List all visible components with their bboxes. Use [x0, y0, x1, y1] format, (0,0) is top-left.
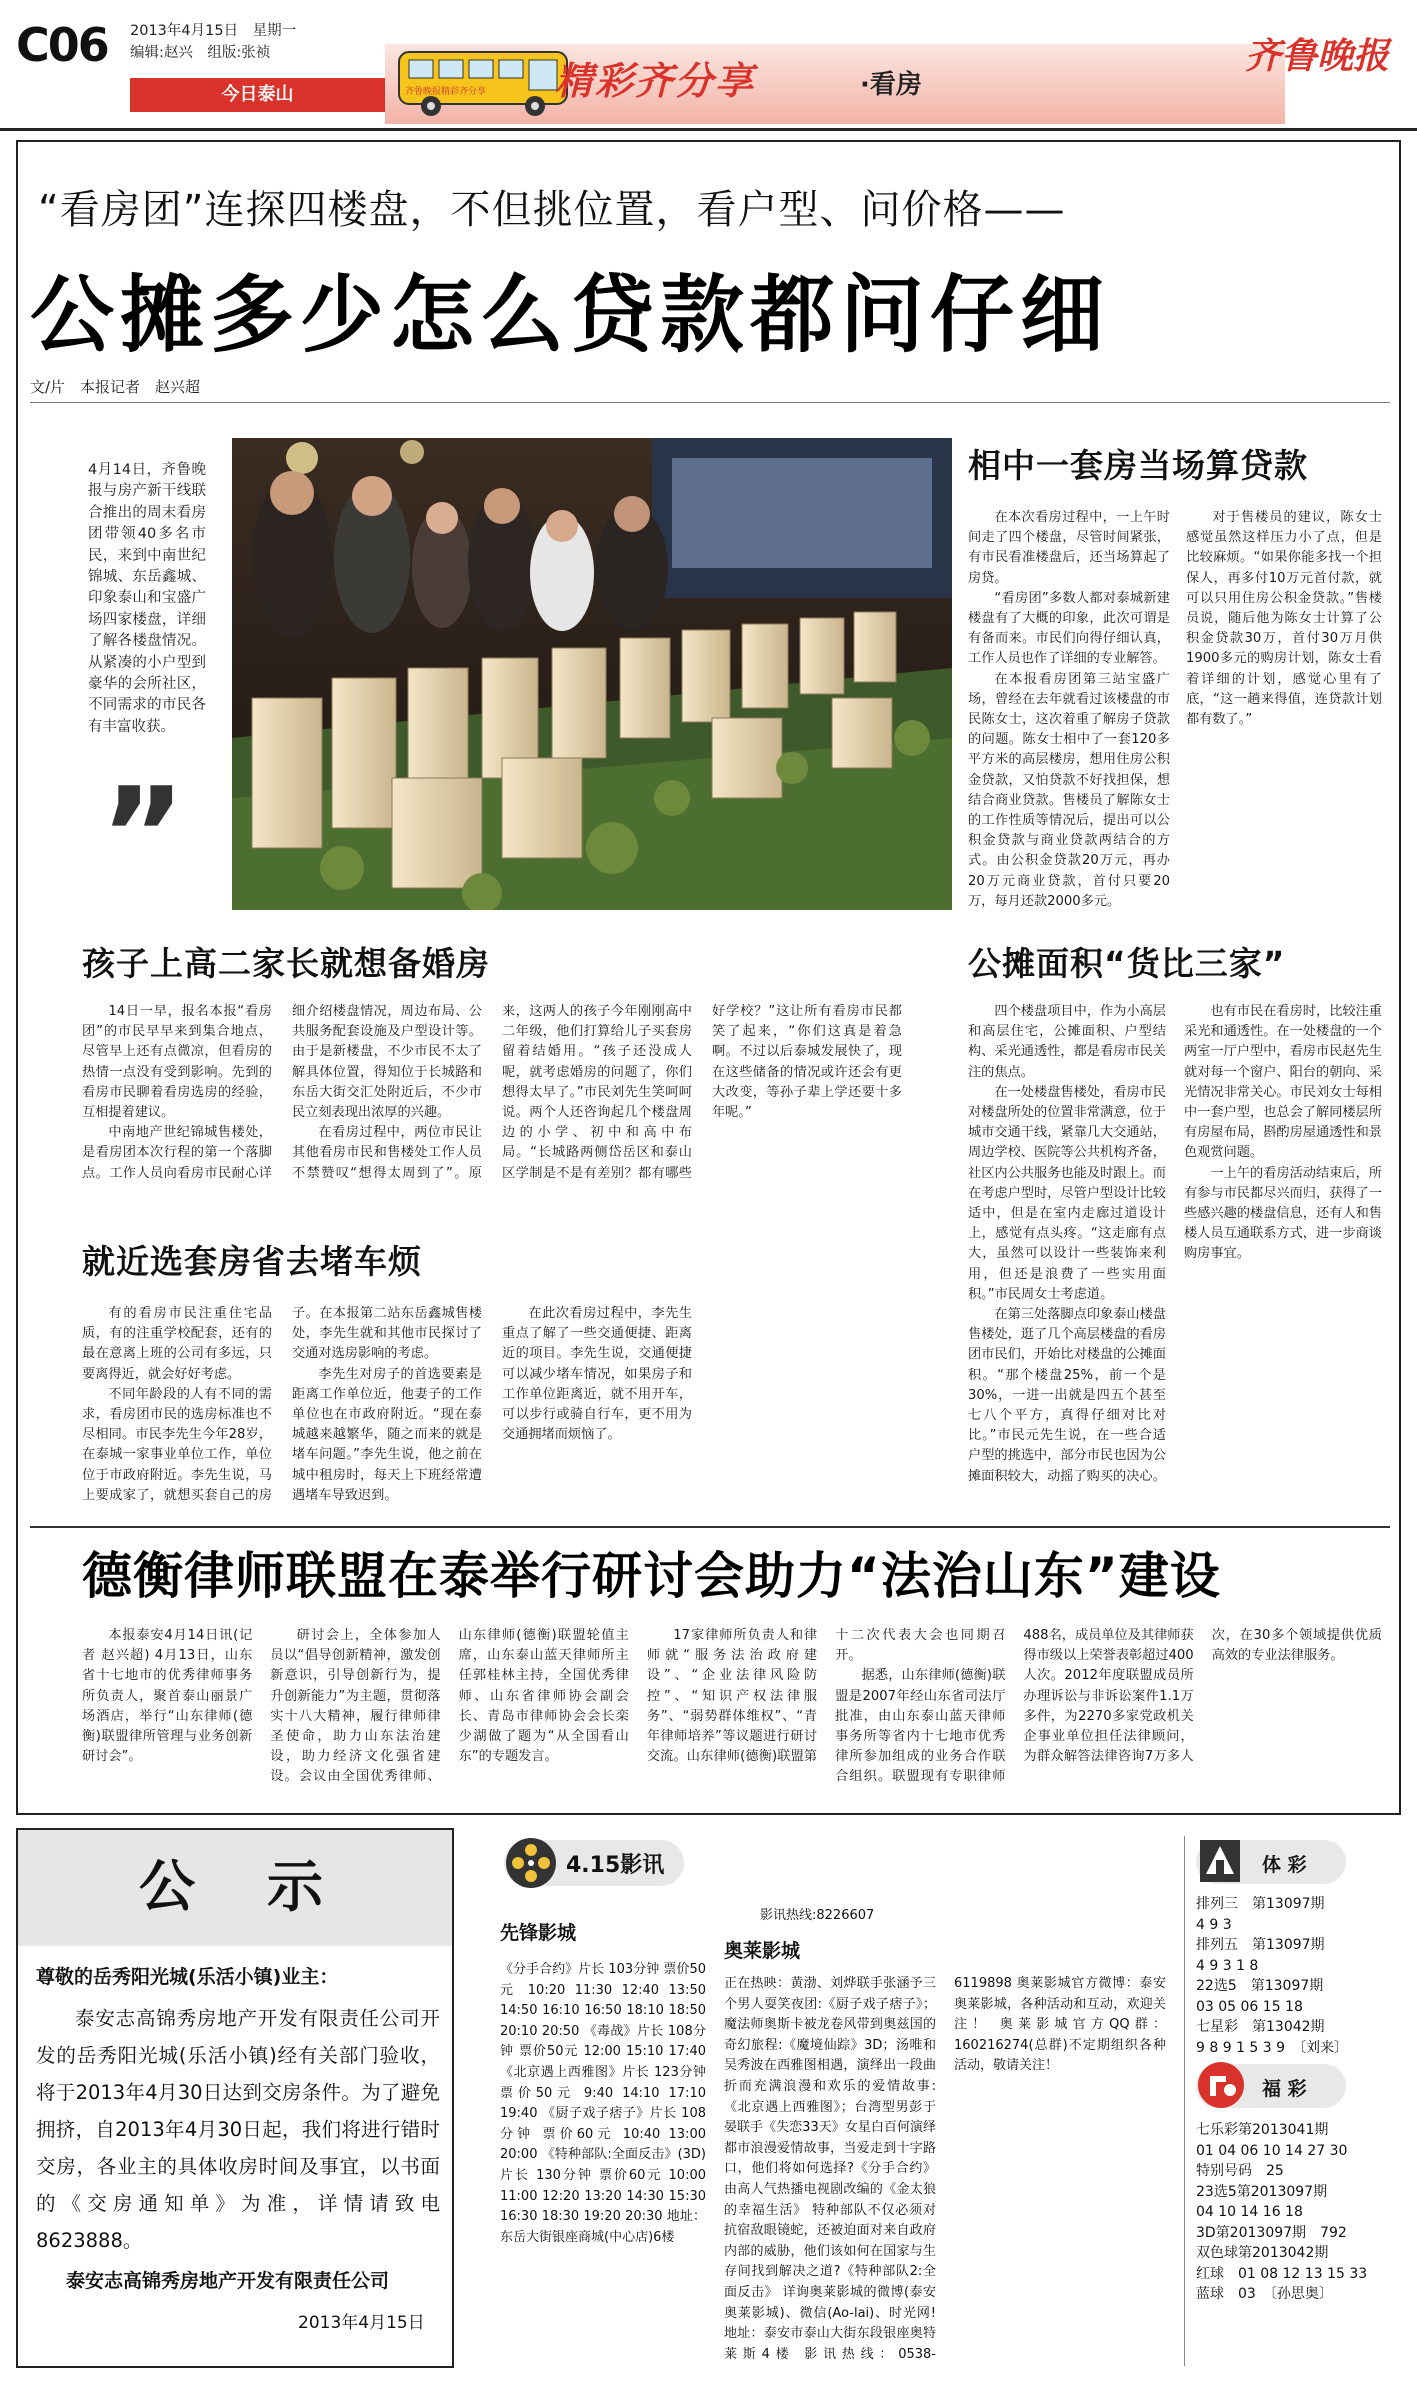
lottery-divider: [1184, 1836, 1185, 2366]
paragraph: 在本报看房团第三站宝盛广场，曾经在去年就看过该楼盘的市民陈女士，这次着重了解房子贷款的问题。陈女士相中了一套120多平方米的高层楼房，想用住房公积金贷款，又怕贷款不好找担保，想结合商业贷款。售楼员了解陈女士的工作性质等情况后，提出可以公积金贷款与商业贷款两结合的方式。由公积金贷款20万元，再办20万元商业贷款，首付只要20万，每月还款2000多元。: [968, 671, 1170, 909]
section-loan-col2: [1186, 508, 1382, 916]
movie-hotline: 影讯热线:8226607: [760, 1908, 875, 1923]
article-photo: [232, 438, 952, 910]
cinema1-listing: 《分手合约》片长 103分钟 票价50元 10:20 11:30 12:40 13:50 14:50 16:10 16:50 18:10 18:50 20:10 20:50 《毒战》片长 108分钟 票价50元 12:00 15:10 17:40 《北京遇上西雅图》片长 123分钟 票价50元 9:40 14:10 17:10 19:40 《厨子戏子痞子》片长 108分钟 票价60元 10:40 13:00 20:00 《特种部队:全面反击》(3D)片长 130分钟 票价60元 10:00 11:00 12:20 13:20 14:30 15:30 16:30 18:30 19:20 20:30 地址：东岳大街银座商城(中心店)6楼: [500, 1962, 706, 2245]
lottery-row: 七乐彩第2013041期: [1196, 2122, 1329, 2138]
paragraph: 17家律师所负责人和律师就“服务法治政府建设”、“企业法律风险防控”、“知识产权法律服务”、“弱势群体维权”、“青年律师培养”等议题进行研讨交流。山东律师(德衡)联盟第十二次代表大会也同期召开。: [646, 1628, 1006, 1765]
paragraph: 在此次看房过程中，李先生重点了解了一些交通便捷、距离近的项目。李先生说，交通便捷可以减少堵车情况，如果房子和工作单位距离近，就不用开车，可以步行或骑自行车，更不用为交通拥堵而烦恼了。: [502, 1306, 692, 1443]
lottery-numbers: 03 05 06 15 18: [1196, 1998, 1303, 2015]
lottery-numbers: 4 9 3: [1196, 1916, 1232, 1933]
paragraph: 在第三处落脚点印象泰山楼盘售楼处，逛了几个高层楼盘的看房团市民们，开始比对楼盘的公摊面积。“那个楼盘25%，前一个是30%，一进一出就是四五个甚至七八个平方，真得仔细对比对比。”市民元先生说，在一些合适户型的挑选中，部分市民也因为公摊面积较大，动摇了购买的决心。: [968, 1307, 1166, 1484]
article-divider: [30, 1526, 1390, 1528]
column-subtitle: ·看房: [860, 70, 922, 100]
lottery-row: 特别号码 25: [1196, 2163, 1284, 2179]
lottery-numbers: 04 10 14 16 18: [1196, 2204, 1303, 2220]
byline-rule: [30, 402, 1390, 403]
article2-body: [82, 1626, 1382, 1806]
school-bus-icon: [395, 46, 575, 120]
section-label: 今日泰山: [130, 78, 385, 112]
paragraph: “看房团”多数人都对泰城新建楼盘有了大概的印象，此次可谓是有备而来。市民们向得仔细认真，工作人员也作了详细的专业解答。: [968, 590, 1170, 667]
page-number: C06: [16, 18, 108, 72]
paragraph: 一上午的看房活动结束后，所有参与市民都尽兴而归，获得了一些感兴趣的楼盘信息，还有人和售楼人员互通联系方式，进一步商谈购房事宜。: [1184, 1165, 1382, 1262]
paragraph: 也有市民在看房时，比较注重采光和通透性。在一处楼盘的一个两室一厅户型中，看房市民赵先生就对每一个窗户、阳台的朝向、采光情况非常关心。市民刘女士每相中一套户型，也总会了解同楼层所有房屋布局，斟酌房屋通透性和景色观赏问题。: [1184, 1004, 1382, 1161]
section-heading-commute: 就近选套房省去堵车烦: [82, 1242, 422, 1281]
cinema1-name: 先锋影城: [500, 1922, 577, 1944]
lottery-row: 排列五 第13097期: [1196, 1937, 1325, 1953]
quote-mark: ”: [100, 759, 186, 911]
lottery-numbers: 01 04 06 10 14 27 30: [1196, 2142, 1348, 2159]
section-wedding-body: [82, 1002, 902, 1202]
editors-line: 编辑:赵兴 组版:张祯: [130, 45, 271, 61]
article2-headline: 德衡律师联盟在泰举行研讨会助力“法治山东”建设: [82, 1547, 1221, 1605]
welfare-label: 福 彩: [1262, 2078, 1307, 2100]
paragraph: 据悉，山东律师(德衡)联盟是2007年经山东省司法厅批准，由山东泰山蓝天律师事务所等省内十七地市优秀律所参加组成的业务合作联合组织。联盟现有专职律师488名，成员单位及其律师获得市级以上荣誉表彰超过400人次。2012年度联盟成员所办理诉讼与非诉讼案件1.1万多件，为2270多家党政机关企事业单位担任法律顾问，为群众解答法律咨询7万多人次，在30多个领域提供优质高效的专业法律服务。: [835, 1628, 1382, 1785]
film-reel-icon: [504, 1836, 558, 1890]
cinema2-listing: 正在热映：黄渤、刘烨联手张涵予三个男人耍笑夜团:《厨子戏子痞子》；魔法师奥斯卡被龙卷风带到奥兹国的奇幻旅程:《魔境仙踪》3D；汤唯和吴秀波在西雅图相遇，演绎出一段曲折而充满浪漫和欢乐的爱情故事:《北京遇上西雅图》；台湾型男彭于晏联手《失恋33天》女星白百何演绎都市浪漫爱情故事，当爱走到十字路口，他们将如何选择?《分手合约》 由高人气热播电视剧改编的《金太狼的幸福生活》 特种部队不仅必须对抗宿敌眼镜蛇，还被迫面对来自政府内部的威胁，他们该如何在国家与生存间找到解决之道?《特种部队2:全面反击》 详询奥莱影城的微博(泰安奥莱影城)、微信(Ao-lai)、时光网! 地址：泰安市泰山大街东段银座奥特莱斯4楼 影讯热线：0538-6119898 奥莱影城官方微博：泰安奥莱影城，各种活动和互动，欢迎关注！ 奥莱影城官方QQ群：160216274(总群)不定期组织各种活动，敬请关注！: [724, 1976, 1166, 2362]
article-kicker: “看房团”连探四楼盘，不但挑位置，看户型、问价格——: [38, 187, 1066, 233]
column-title: 精彩齐分享: [555, 59, 756, 103]
movie-badge: 4.15影讯: [566, 1853, 665, 1878]
lottery-row: 红球 01 08 12 13 15 33: [1196, 2265, 1368, 2282]
paragraph: 四个楼盘项目中，作为小高层和高层住宅，公摊面积、户型结构、采光通透性，都是看房市民关注的焦点。: [968, 1004, 1166, 1080]
paragraph: 本报泰安4月14日讯(记者 赵兴超) 4月13日，山东省十七地市的优秀律师事务所负责人，聚首泰山丽景广场酒店，举行“山东律师(德衡)联盟律所管理与业务创新研讨会”。: [82, 1628, 253, 1765]
article-byline: 文/片 本报记者 赵兴超: [30, 378, 201, 396]
notice-signature: 泰安志高锦秀房地产开发有限责任公司: [66, 2270, 390, 2292]
lottery-row: 七星彩 第13042期: [1196, 2019, 1325, 2035]
paragraph: 在一处楼盘售楼处，看房市民对楼盘所处的位置非常满意，位于城市交通干线，紧靠几大交通站，周边学校、医院等公共机构齐备，社区内公共服务也能及时跟上。而在考虑户型时，尽管户型设计比较适中，但是在室内走廊过道设计上，感觉有点头疼。“这走廊有点大，虽然可以设计一些装饰来利用，但还是浪费了一些实用面积。”市民周女士考虑道。: [968, 1084, 1166, 1302]
lottery-numbers: 9 8 9 1 5 3 9 〔刘来〕: [1196, 2039, 1349, 2056]
section-loan-col1: [968, 508, 1170, 916]
lottery-row: 蓝球 03 〔孙思奥〕: [1196, 2286, 1333, 2302]
cinema2-name: 奥莱影城: [724, 1940, 801, 1962]
header-rule: [0, 128, 1417, 131]
paragraph: 不同年龄段的人有不同的需求，看房团市民的选房标准也不尽相同。市民李先生今年28岁，在泰城一家事业单位工作，单位位于市政府附近。李先生说，马上要成家了，就想买套自己的房子。在本报第二站东岳鑫城售楼处，李先生就和其他市民探讨了交通对选房影响的考虑。: [82, 1306, 482, 1503]
paragraph: 中南地产世纪锦城售楼处，是看房团本次行程的第一个落脚点。工作人员向看房市民耐心详细介绍楼盘情况，周边布局、公共服务配套设施及户型设计等。由于是新楼盘，不少市民不太了解具体位置，得知位于长城路和东岳大街交汇处附近后，不少市民立刻表现出浓厚的兴趣。: [82, 1004, 482, 1181]
lottery-row: 23选5第2013097期: [1196, 2183, 1328, 2200]
header-meta: [130, 20, 296, 64]
paragraph: 在看房过程中，两位市民让其他看房市民和售楼处工作人员不禁赞叹“想得太周到了”。原来，这两人的孩子今年刚刚高中二年级，他们打算给儿子买套房留着结婚用。“孩子还没成人呢，就考虑婚房的问题了，你们想得太早了。”市民刘先生笑呵呵说。两个人还咨询起几个楼盘周边的小学、初中和高中布局。“长城路两侧岱岳区和泰山区学制是不是有差别？都有哪些好学校？”这让所有看房市民都笑了起来，“你们这真是着急啊。不过以后泰城发展快了，现在这些储备的情况或许还会有更大改变，等孙子辈上学还要十多年呢。”: [292, 1004, 902, 1181]
lottery-row: 3D第2013097期 792: [1196, 2224, 1347, 2241]
lottery-row: 双色球第2013042期: [1196, 2245, 1329, 2261]
notice-salutation: 尊敬的岳秀阳光城(乐活小镇)业主：: [36, 1966, 339, 1988]
section-heading-loan: 相中一套房当场算贷款: [968, 446, 1308, 485]
welfare-lottery-icon: [1196, 2058, 1246, 2112]
section-shared-area-body: [968, 1002, 1382, 1510]
section-heading-wedding: 孩子上高二家长就想备婚房: [82, 944, 490, 983]
paragraph: 14日一早，报名本报“看房团”的市民早早来到集合地点，尽管早上还有点微凉，但看房的热情一点没有受到影响。先到的看房市民聊着看房选房的经验，互相提着建议。: [82, 1004, 272, 1121]
paragraph: 李先生对房子的首选要素是距离工作单位近，他妻子的工作单位也在市政府附近。“现在泰城越来越繁华，随之而来的就是堵车问题。”李先生说，他之前在城中租房时，每天上下班经常遭遇堵车导致迟到。: [292, 1366, 482, 1503]
article-headline: 公摊多少怎么贷款都问仔细: [30, 266, 1111, 364]
notice-body: 泰安志高锦秀房地产开发有限责任公司开发的岳秀阳光城(乐活小镇)经有关部门验收，将于2013年4月30日达到交房条件。为了避免拥挤，自2013年4月30日起，我们将进行错时交房，各业主的具体收房时间及事宜，以书面的《交房通知单》为准，详情请致电8623888。: [36, 2007, 440, 2252]
sports-results: [1196, 1894, 1396, 2058]
bus-text: 齐鲁晚报精彩齐分享: [405, 87, 487, 97]
notice-date: 2013年4月15日: [298, 2313, 425, 2333]
paragraph: 研讨会上，全体参加人员以“倡导创新精神，激发创新意识，引导创新行为，提升创新能力”为主题，贯彻落实十八大精神，履行律师律圣使命，助力山东法治建设，助力经济文化强省建设。会议由全国优秀律师、山东律师(德衡)联盟轮值主席，山东泰山蓝天律师所主任郭桂林主持，全国优秀律师、山东省律师协会副会长、青岛市律师协会会长栾少湖做了题为“从全国看山东”的专题发言。: [270, 1628, 629, 1785]
article-lead: 4月14日，齐鲁晚报与房产新干线联合推出的周末看房团带领40多名市民，来到中南世纪锦城、东岳鑫城、印象泰山和宝盛广场四家楼盘，详细了解各楼盘情况。从紧凑的小户型到豪华的会所社区，不同需求的市民各有丰富收获。: [88, 462, 206, 735]
notice-title: 公 示: [18, 1830, 452, 1946]
date-line: 2013年4月15日 星期一: [130, 23, 297, 39]
lottery-row: 排列三 第13097期: [1196, 1896, 1325, 1912]
sports-lottery-icon: [1196, 1834, 1244, 1888]
section-heading-shared-area: 公摊面积“货比三家”: [968, 944, 1286, 983]
lottery-row: 22选5 第13097期: [1196, 1978, 1324, 1994]
section-commute-body: [82, 1304, 902, 1508]
lottery-numbers: 4 9 3 1 8: [1196, 1957, 1259, 1974]
newspaper-logo: 齐鲁晚报: [1245, 36, 1390, 77]
paragraph: 有的看房市民注重住宅品质，有的注重学校配套，还有的最在意离上班的公司有多远，只要离得近，就会好好考虑。: [82, 1306, 272, 1382]
sports-label: 体 彩: [1262, 1854, 1307, 1876]
welfare-results: [1196, 2120, 1396, 2305]
paragraph: 对于售楼员的建议，陈女士感觉虽然这样压力小了点，但是比较麻烦。“如果你能多找一个担保人，再多付10万元首付款，就可以只用住房公积金贷款。”售楼员说，随后他为陈女士计算了公积金贷款30万，首付30万月供1900多元的购房计划，陈女士看着详细的计划，感觉心里有了底，“这一趟来得值，连贷款计划都有数了。”: [1186, 510, 1382, 728]
paragraph: 在本次看房过程中，一上午时间走了四个楼盘，尽管时间紧张，有市民看准楼盘后，还当场算起了房贷。: [968, 510, 1170, 586]
